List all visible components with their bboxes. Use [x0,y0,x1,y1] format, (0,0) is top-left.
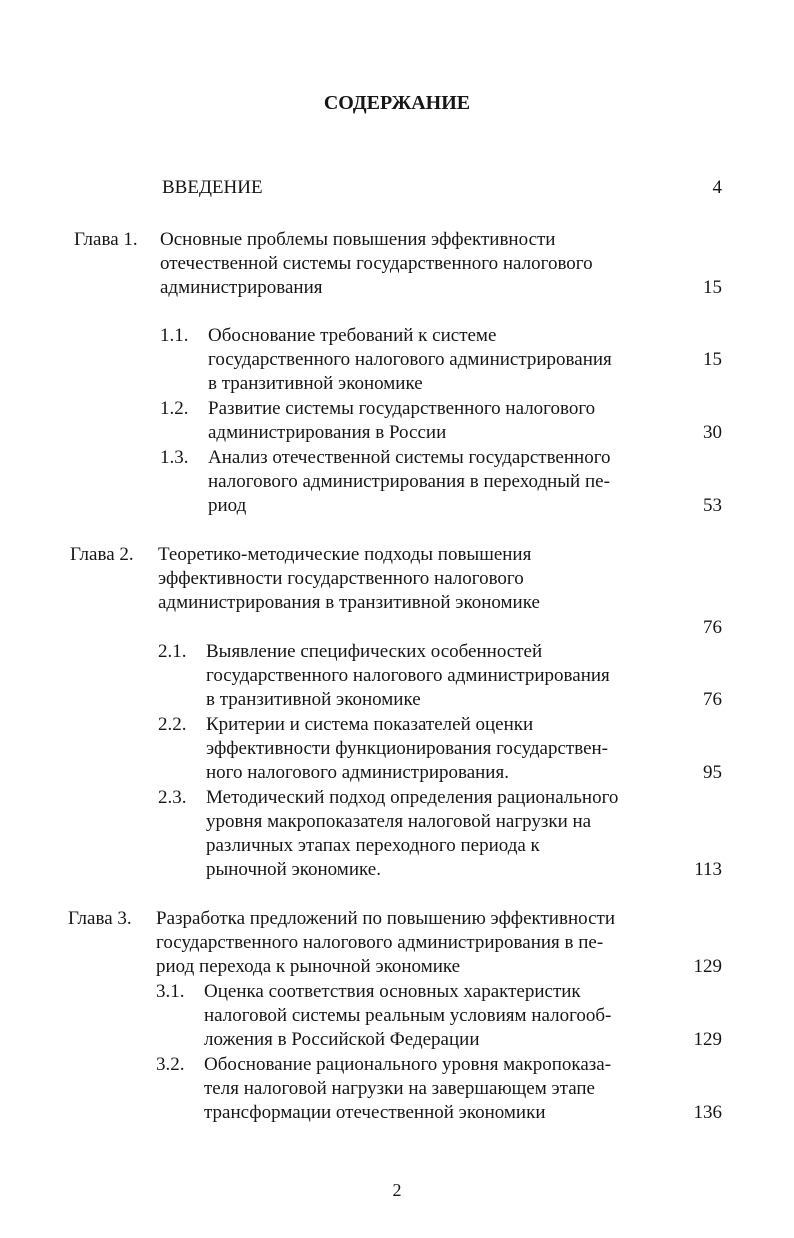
section-title-line: Оценка соответствия основных характеристик [204,981,581,1002]
section-page: 129 [693,1029,722,1050]
section-title-line: Анализ отечественной системы государственного [208,447,611,468]
section-page: 53 [703,495,722,516]
section-title-line: риод [208,495,247,516]
section-title-line: эффективности функционирования государствен- [206,738,608,759]
section-title-line: администрирования в России [208,422,447,443]
section-number: 1.3. [160,447,189,468]
chapter-2-title-line: администрирования в транзитивной экономике [158,592,540,613]
chapter-1-title-line: администрирования [160,277,323,298]
section-title-line: ложения в Российской Федерации [204,1029,480,1050]
section-title-line: Методический подход определения рационального [206,787,619,808]
section-number: 3.2. [156,1054,185,1075]
chapter-3-title-line: риод перехода к рыночной экономике [156,956,461,977]
section-page: 136 [693,1102,722,1123]
chapter-3-title-line: Разработка предложений по повышению эффективности [156,908,615,929]
section-page: 15 [703,349,722,370]
section-title-line: государственного налогового администрирования [206,665,610,686]
intro-page: 4 [712,177,722,198]
chapter-1-title-line: отечественной системы государственного налогового [160,253,593,274]
chapter-1-page: 15 [703,277,722,298]
chapter-2-page: 76 [703,617,722,638]
page-number: 2 [392,1180,402,1200]
section-title-line: Обоснование требований к системе [208,325,497,346]
section-title-line: ного налогового администрирования. [206,762,509,783]
section-title-line: в транзитивной экономике [206,689,421,710]
chapter-2-label: Глава 2. [70,544,134,565]
section-title-line: в транзитивной экономике [208,373,423,394]
section-title-line: налоговой системы реальным условиям налогооб- [204,1005,612,1026]
section-number: 2.3. [158,787,187,808]
page-title: СОДЕРЖАНИЕ [323,92,471,114]
section-title-line: Выявление специфических особенностей [206,641,543,662]
chapter-1-title-line: Основные проблемы повышения эффективности [160,229,556,250]
section-title-line: трансформации отечественной экономики [204,1102,546,1123]
chapter-2-title-line: эффективности государственного налогового [158,568,524,589]
section-number: 1.2. [160,398,189,419]
section-title-line: государственного налогового администрирования [208,349,612,370]
section-number: 3.1. [156,981,185,1002]
section-title-line: Развитие системы государственного налогового [208,398,596,419]
chapter-3-title-line: государственного налогового администрирования в пе- [156,932,604,953]
section-title-line: уровня макропоказателя налоговой нагрузки на [206,811,592,832]
section-title-line: Обоснование рационального уровня макропоказа- [204,1054,612,1075]
chapter-3-label: Глава 3. [68,908,132,929]
section-number: 1.1. [160,325,189,346]
chapter-2-title-line: Теоретико-методические подходы повышения [158,544,532,565]
section-number: 2.2. [158,714,187,735]
section-title-line: налогового администрирования в переходный пе- [208,471,610,492]
section-title-line: Критерии и система показателей оценки [206,714,534,735]
section-page: 113 [694,859,722,880]
section-title-line: рыночной экономике. [206,859,381,880]
section-number: 2.1. [158,641,187,662]
section-title-line: теля налоговой нагрузки на завершающем этапе [204,1078,595,1099]
intro-label: ВВЕДЕНИЕ [162,177,263,198]
section-page: 30 [703,422,722,443]
section-page: 76 [703,689,722,710]
chapter-1-label: Глава 1. [74,229,138,250]
section-page: 95 [703,762,722,783]
chapter-3-page: 129 [693,956,722,977]
section-title-line: различных этапах переходного периода к [206,835,540,856]
